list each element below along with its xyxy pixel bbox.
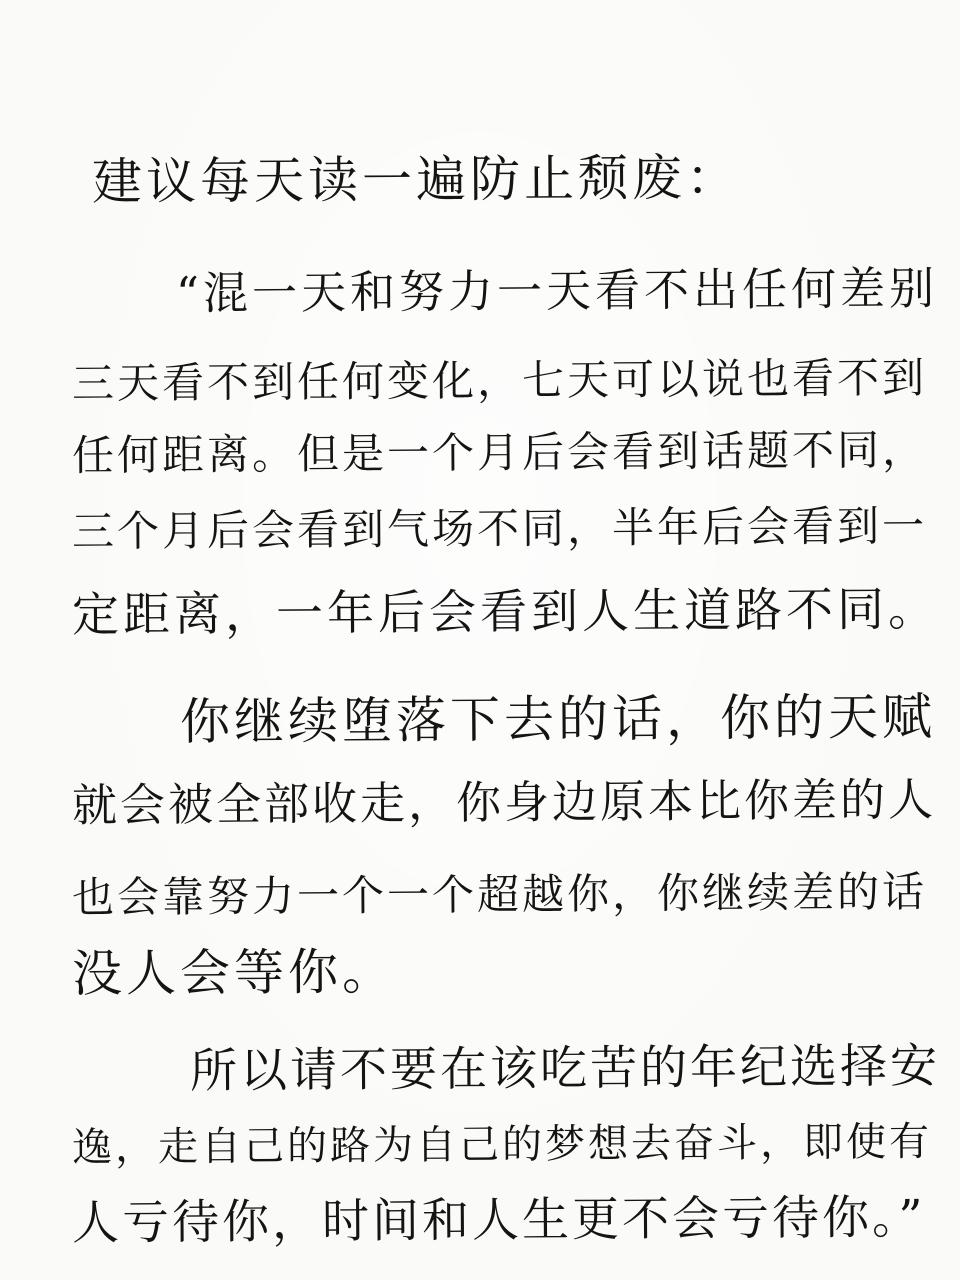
- text-line-7: 就会被全部收走，你身边原本比你差的人: [71, 772, 937, 832]
- text-line-12: 人亏待你，时间和人生更不会亏待你。”: [71, 1190, 926, 1251]
- text-line-4: 三个月后会看到气场不同，半年后会看到一: [71, 501, 928, 556]
- text-line-1: “混一天和努力一天看不出任何差别: [175, 261, 939, 320]
- text-line-5: 定距离，一年后会看到人生道路不同。: [71, 581, 940, 643]
- text-line-6: 你继续堕落下去的话，你的天赋: [179, 687, 937, 751]
- page-title: 建议每天读一遍防止颓废：: [91, 148, 741, 211]
- text-line-8: 也会靠努力一个一个超越你，你继续差的话: [71, 867, 928, 922]
- text-line-3: 任何距离。但是一个月后会看到话题不同，: [71, 425, 928, 480]
- text-line-9: 没人会等你。: [71, 942, 397, 1003]
- text-line-10: 所以请不要在该吃苦的年纪选择安: [189, 1038, 941, 1099]
- text-line-11: 逸，走自己的路为自己的梦想去奋斗，即使有: [71, 1118, 933, 1171]
- text-line-2: 三天看不到任何变化，七天可以说也看不到: [71, 353, 928, 408]
